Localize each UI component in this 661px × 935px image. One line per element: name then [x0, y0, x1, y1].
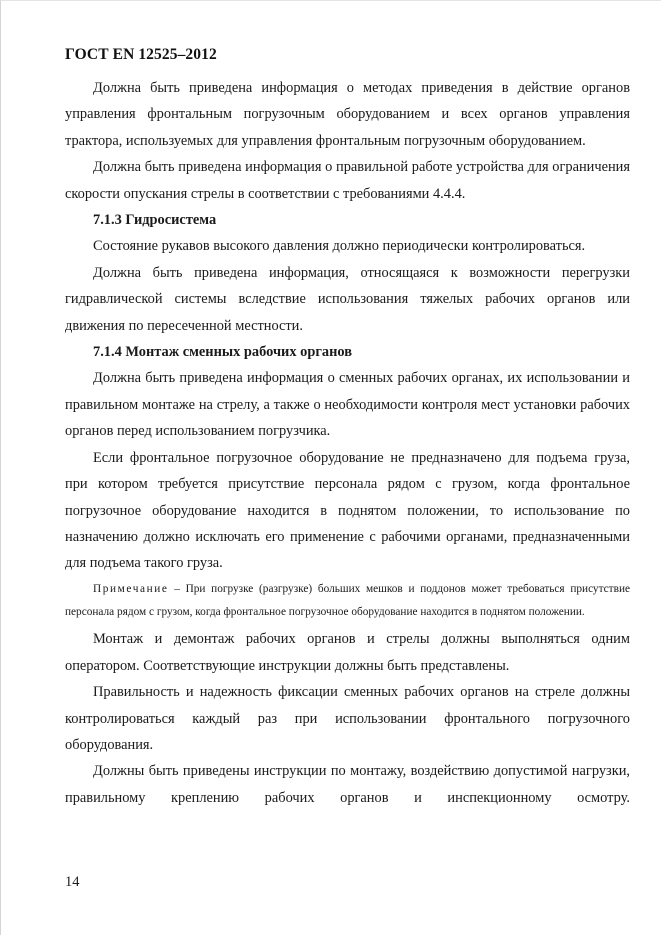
note-text: – При погрузке (разгрузке) больших мешков и поддонов может требоваться присутствие персонала рядом с грузом, когда фронтальное погрузочное оборудование находится в поднятом положении.	[65, 582, 630, 618]
paragraph-fixation-check: Правильность и надежность фиксации сменных рабочих органов на стреле должны контролироваться каждый раз при использовании фронтального погрузочного оборудования.	[65, 684, 630, 753]
paragraph-single-operator: Монтаж и демонтаж рабочих органов и стрелы должны выполняться одним оператором. Соответствующие инструкции должны быть представлены.	[65, 631, 630, 674]
paragraph-instructions: Должны быть приведены инструкции по монтажу, воздействию допустимой нагрузки, правильному креплению рабочих органов и инспекционному осмотру.	[65, 763, 630, 806]
page-content	[65, 75, 630, 811]
paragraph-hose-condition: Состояние рукавов высокого давления должно периодически контролироваться.	[93, 238, 586, 255]
note-block	[65, 578, 630, 624]
paragraph-hydraulic-overload: Должна быть приведена информация, относящаяся к возможности перегрузки гидравлической системы вследствие использования тяжелых рабочих органов или движения по пересеченной местности.	[65, 264, 630, 334]
paragraph-lowering-speed-device: Должна быть приведена информация о правильной работе устройства для ограничения скорости опускания стрелы в соответствии с требованиями 4.4.4.	[65, 159, 630, 202]
document-header: ГОСТ EN 12525–2012	[65, 46, 217, 63]
section-heading-attachments: 7.1.4 Монтаж сменных рабочих органов	[93, 344, 352, 361]
section-heading-hydraulics: 7.1.3 Гидросистема	[93, 212, 217, 229]
paragraph-control-methods: Должна быть приведена информация о методах приведения в действие органов управления фронтальным погрузочным оборудованием и всех органов управления трактора, используемых для управления фронтальным погрузочным оборудованием.	[65, 80, 630, 149]
paragraph-attachment-info: Должна быть приведена информация о сменных рабочих органах, их использовании и правильном монтаже на стрелу, а также о необходимости контроля мест установки рабочих органов перед использованием погрузчика.	[65, 370, 630, 440]
paragraph-lifting-restriction: Если фронтальное погрузочное оборудование не предназначено для подъема груза, при котором требуется присутствие персонала рядом с грузом, когда фронтальное погрузочное оборудование находится в поднятом положении, то использование по назначению должно исключать его применение с рабочими органами, предназначенными для подъема такого груза.	[65, 449, 630, 572]
note-label: Примечание	[93, 582, 169, 595]
page-number: 14	[65, 874, 80, 890]
